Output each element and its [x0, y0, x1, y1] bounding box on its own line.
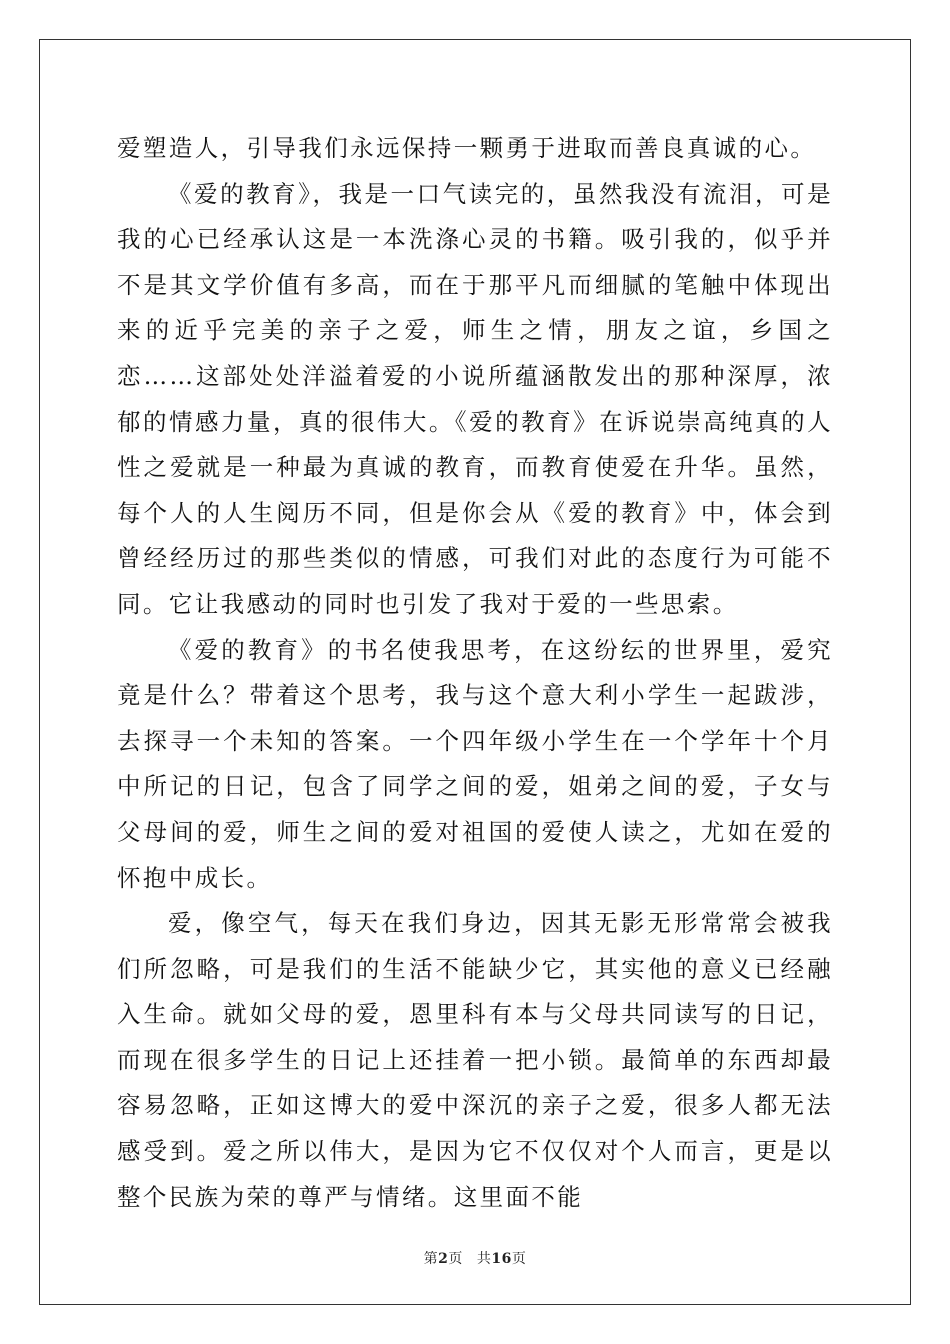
paragraph-2: 《爱的教育》，我是一口气读完的，虽然我没有流泪，可是我的心已经承认这是一本洗涤心灵的书籍。吸引我的，似乎并不是其文学价值有多高，而在于那平凡而细腻的笔触中体现出来的近乎完美的亲子之爱，师生之情，朋友之谊，乡国之恋……这部处处洋溢着爱的小说所蕴涵散发出的那种深厚，浓郁的情感力量，真的很伟大。《爱的教育》在诉说崇高纯真的人性之爱就是一种最为真诚的教育，而教育使爱在升华。虽然，每个人的人生阅历不同，但是你会从《爱的教育》中，体会到曾经经历过的那些类似的情感，可我们对此的态度行为可能不同。它让我感动的同时也引发了我对于爱的一些思索。: [117, 179, 833, 618]
page-footer: [0, 1248, 950, 1268]
document-body: [117, 126, 833, 1220]
paragraph-3: 《爱的教育》的书名使我思考，在这纷纭的世界里，爱究竟是什么？带着这个思考，我与这个意大利小学生一起跋涉，去探寻一个未知的答案。一个四年级小学生在一个学年十个月中所记的日记，包含了同学之间的爱，姐弟之间的爱，子女与父母间的爱，师生之间的爱对祖国的爱使人读之，尤如在爱的怀抱中成长。: [117, 635, 833, 892]
page-indicator: 第2页: [423, 1251, 463, 1267]
total-pages-indicator: 共16页: [476, 1251, 527, 1267]
total-page-count: 16: [491, 1251, 512, 1267]
paragraph-1: 爱塑造人，引导我们永远保持一颗勇于进取而善良真诚的心。: [117, 134, 817, 162]
paragraph-4: 爱，像空气，每天在我们身边，因其无影无形常常会被我们所忽略，可是我们的生活不能缺少它，其实他的意义已经融入生命。就如父母的爱，恩里科有本与父母共同读写的日记，而现在很多学生的日记上还挂着一把小锁。最简单的东西却最容易忽略，正如这博大的爱中深沉的亲子之爱，很多人都无法感受到。爱之所以伟大，是因为它不仅仅对个人而言，更是以整个民族为荣的尊严与情绪。这里面不能: [117, 909, 833, 1211]
current-page-number: 2: [438, 1251, 449, 1267]
